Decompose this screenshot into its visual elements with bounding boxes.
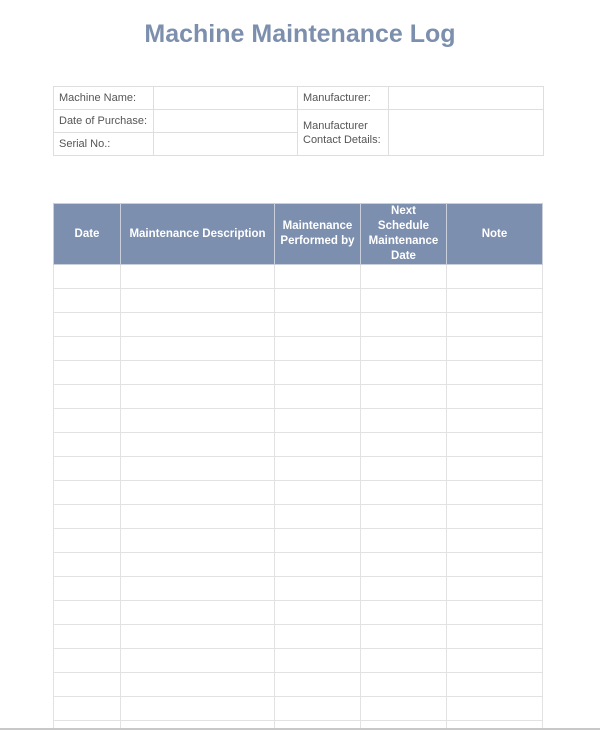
table-cell[interactable] <box>361 529 447 553</box>
table-cell[interactable] <box>361 625 447 649</box>
table-row <box>54 697 543 721</box>
table-cell[interactable] <box>275 577 361 601</box>
table-cell[interactable] <box>447 601 543 625</box>
table-cell[interactable] <box>54 265 121 289</box>
serial-no-label: Serial No.: <box>54 133 154 156</box>
table-row <box>54 529 543 553</box>
table-cell[interactable] <box>361 457 447 481</box>
table-row <box>54 433 543 457</box>
table-cell[interactable] <box>54 553 121 577</box>
table-cell[interactable] <box>121 289 275 313</box>
table-cell[interactable] <box>54 601 121 625</box>
table-cell[interactable] <box>121 697 275 721</box>
table-row <box>54 649 543 673</box>
serial-no-field[interactable] <box>154 133 298 156</box>
table-cell[interactable] <box>121 457 275 481</box>
table-cell[interactable] <box>447 409 543 433</box>
table-cell[interactable] <box>447 313 543 337</box>
table-cell[interactable] <box>275 697 361 721</box>
table-cell[interactable] <box>54 361 121 385</box>
manufacturer-contact-label: Manufacturer Contact Details: <box>298 110 389 156</box>
table-cell[interactable] <box>275 529 361 553</box>
table-cell[interactable] <box>361 577 447 601</box>
column-header: Maintenance Performed by <box>275 204 361 265</box>
maintenance-log-table <box>53 203 543 730</box>
table-cell[interactable] <box>447 625 543 649</box>
table-cell[interactable] <box>54 313 121 337</box>
table-cell[interactable] <box>54 505 121 529</box>
table-cell[interactable] <box>447 361 543 385</box>
table-cell[interactable] <box>361 505 447 529</box>
table-cell[interactable] <box>275 313 361 337</box>
table-cell[interactable] <box>121 577 275 601</box>
column-header: Date <box>54 204 121 265</box>
table-cell[interactable] <box>447 721 543 730</box>
table-cell[interactable] <box>54 697 121 721</box>
table-cell[interactable] <box>275 289 361 313</box>
table-cell[interactable] <box>447 505 543 529</box>
table-cell[interactable] <box>447 337 543 361</box>
table-cell[interactable] <box>121 337 275 361</box>
table-cell[interactable] <box>361 337 447 361</box>
table-cell[interactable] <box>447 553 543 577</box>
table-cell[interactable] <box>361 289 447 313</box>
table-row <box>54 457 543 481</box>
table-row <box>54 481 543 505</box>
table-cell[interactable] <box>121 505 275 529</box>
table-cell[interactable] <box>275 625 361 649</box>
table-cell[interactable] <box>275 673 361 697</box>
table-cell[interactable] <box>275 601 361 625</box>
table-cell[interactable] <box>447 649 543 673</box>
table-cell[interactable] <box>121 649 275 673</box>
table-cell[interactable] <box>447 433 543 457</box>
table-cell[interactable] <box>275 553 361 577</box>
column-header: Next Schedule Maintenance Date <box>361 204 447 265</box>
table-cell[interactable] <box>54 673 121 697</box>
manufacturer-field[interactable] <box>389 87 544 110</box>
table-cell[interactable] <box>447 673 543 697</box>
table-cell[interactable] <box>54 577 121 601</box>
table-cell[interactable] <box>121 409 275 433</box>
table-cell[interactable] <box>121 385 275 409</box>
table-cell[interactable] <box>121 313 275 337</box>
machine-info-table <box>53 86 544 156</box>
table-row <box>54 361 543 385</box>
table-cell[interactable] <box>121 433 275 457</box>
machine-name-label: Machine Name: <box>54 87 154 110</box>
table-row <box>54 601 543 625</box>
table-cell[interactable] <box>54 481 121 505</box>
table-cell[interactable] <box>361 385 447 409</box>
table-cell[interactable] <box>275 481 361 505</box>
table-cell[interactable] <box>54 649 121 673</box>
table-cell[interactable] <box>54 721 121 730</box>
date-of-purchase-field[interactable] <box>154 110 298 133</box>
table-cell[interactable] <box>275 337 361 361</box>
table-cell[interactable] <box>447 385 543 409</box>
manufacturer-label: Manufacturer: <box>298 87 389 110</box>
table-row <box>54 577 543 601</box>
column-header: Maintenance Description <box>121 204 275 265</box>
table-cell[interactable] <box>361 649 447 673</box>
table-cell[interactable] <box>361 265 447 289</box>
table-row <box>54 265 543 289</box>
table-cell[interactable] <box>121 265 275 289</box>
table-row <box>54 409 543 433</box>
table-cell[interactable] <box>54 457 121 481</box>
table-cell[interactable] <box>361 361 447 385</box>
table-cell[interactable] <box>361 673 447 697</box>
table-cell[interactable] <box>361 409 447 433</box>
table-cell[interactable] <box>121 361 275 385</box>
table-cell[interactable] <box>275 265 361 289</box>
table-cell[interactable] <box>275 433 361 457</box>
table-cell[interactable] <box>361 601 447 625</box>
table-cell[interactable] <box>275 457 361 481</box>
table-cell[interactable] <box>447 481 543 505</box>
table-cell[interactable] <box>275 409 361 433</box>
table-cell[interactable] <box>361 481 447 505</box>
table-cell[interactable] <box>275 385 361 409</box>
table-row <box>54 553 543 577</box>
table-cell[interactable] <box>121 529 275 553</box>
table-cell[interactable] <box>275 649 361 673</box>
table-row <box>54 505 543 529</box>
table-cell[interactable] <box>121 625 275 649</box>
table-cell[interactable] <box>54 289 121 313</box>
manufacturer-contact-field[interactable] <box>389 110 544 156</box>
table-row <box>54 337 543 361</box>
table-row <box>54 721 543 730</box>
table-cell[interactable] <box>447 457 543 481</box>
table-row <box>54 289 543 313</box>
table-row <box>54 673 543 697</box>
table-cell[interactable] <box>54 385 121 409</box>
table-cell[interactable] <box>361 697 447 721</box>
table-cell[interactable] <box>54 529 121 553</box>
table-cell[interactable] <box>121 553 275 577</box>
machine-name-field[interactable] <box>154 87 298 110</box>
table-cell[interactable] <box>54 625 121 649</box>
date-of-purchase-label: Date of Purchase: <box>54 110 154 133</box>
table-cell[interactable] <box>361 721 447 730</box>
table-cell[interactable] <box>361 433 447 457</box>
table-row <box>54 313 543 337</box>
table-cell[interactable] <box>121 601 275 625</box>
table-row <box>54 625 543 649</box>
page-title: Machine Maintenance Log <box>144 20 456 48</box>
table-cell[interactable] <box>275 721 361 730</box>
table-cell[interactable] <box>54 337 121 361</box>
table-cell[interactable] <box>447 529 543 553</box>
table-cell[interactable] <box>447 577 543 601</box>
table-cell[interactable] <box>121 673 275 697</box>
table-cell[interactable] <box>121 481 275 505</box>
table-cell[interactable] <box>275 361 361 385</box>
table-cell[interactable] <box>447 289 543 313</box>
table-cell[interactable] <box>121 721 275 730</box>
table-cell[interactable] <box>275 505 361 529</box>
table-cell[interactable] <box>361 313 447 337</box>
column-header: Note <box>447 204 543 265</box>
table-cell[interactable] <box>447 697 543 721</box>
table-cell[interactable] <box>447 265 543 289</box>
table-cell[interactable] <box>54 409 121 433</box>
table-row <box>54 385 543 409</box>
table-cell[interactable] <box>361 553 447 577</box>
table-cell[interactable] <box>54 433 121 457</box>
